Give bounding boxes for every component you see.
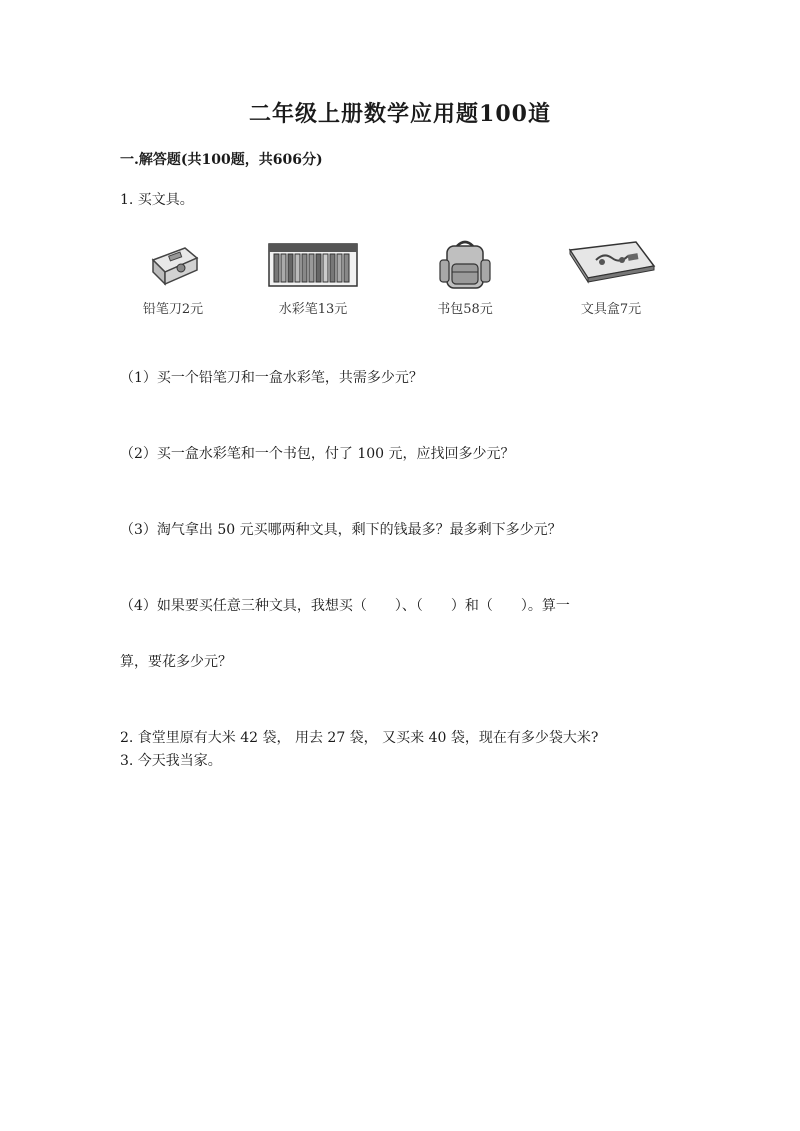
item-watercolor-pens <box>258 238 368 328</box>
question-1-sub-2: （2）买一盒水彩笔和一个书包，付了 100 元，应找回多少元？ <box>120 446 515 462</box>
item-label: 文具盒7元 <box>580 302 642 317</box>
school-bag-icon <box>435 238 495 292</box>
item-label: 水彩笔13元 <box>278 302 348 317</box>
watercolor-pens-icon <box>267 238 359 290</box>
item-label: 书包58元 <box>437 302 493 317</box>
item-school-bag <box>410 238 520 328</box>
question-1-sub-1: （1）买一个铅笔刀和一盒水彩笔，共需多少元？ <box>120 370 423 386</box>
pencil-sharpener-icon <box>143 238 203 288</box>
question-1-sub-3: （3）淘气拿出 50 元买哪两种文具，剩下的钱最多？最多剩下多少元？ <box>120 522 562 538</box>
pencil-case-icon <box>566 238 656 284</box>
item-pencil-case <box>556 238 666 328</box>
question-1-title: 1. 买文具。 <box>120 192 194 208</box>
item-label: 铅笔刀2元 <box>142 302 204 317</box>
page-title: 二年级上册数学应用题100道 <box>249 101 551 127</box>
stationery-items <box>118 238 678 328</box>
question-1-sub-4-line-1: （4）如果要买任意三种文具，我想买（ ）、（ ）和（ ）。算一 <box>120 598 570 614</box>
section-heading: 一.解答题(共100题，共606分) <box>120 152 323 168</box>
question-1-sub-4-line-2: 算，要花多少元？ <box>120 654 232 670</box>
question-2: 2. 食堂里原有大米 42 袋， 用去 27 袋， 又买来 40 袋，现在有多少袋大米? <box>120 730 599 746</box>
item-pencil-sharpener <box>118 238 228 328</box>
question-3: 3. 今天我当家。 <box>120 753 222 769</box>
